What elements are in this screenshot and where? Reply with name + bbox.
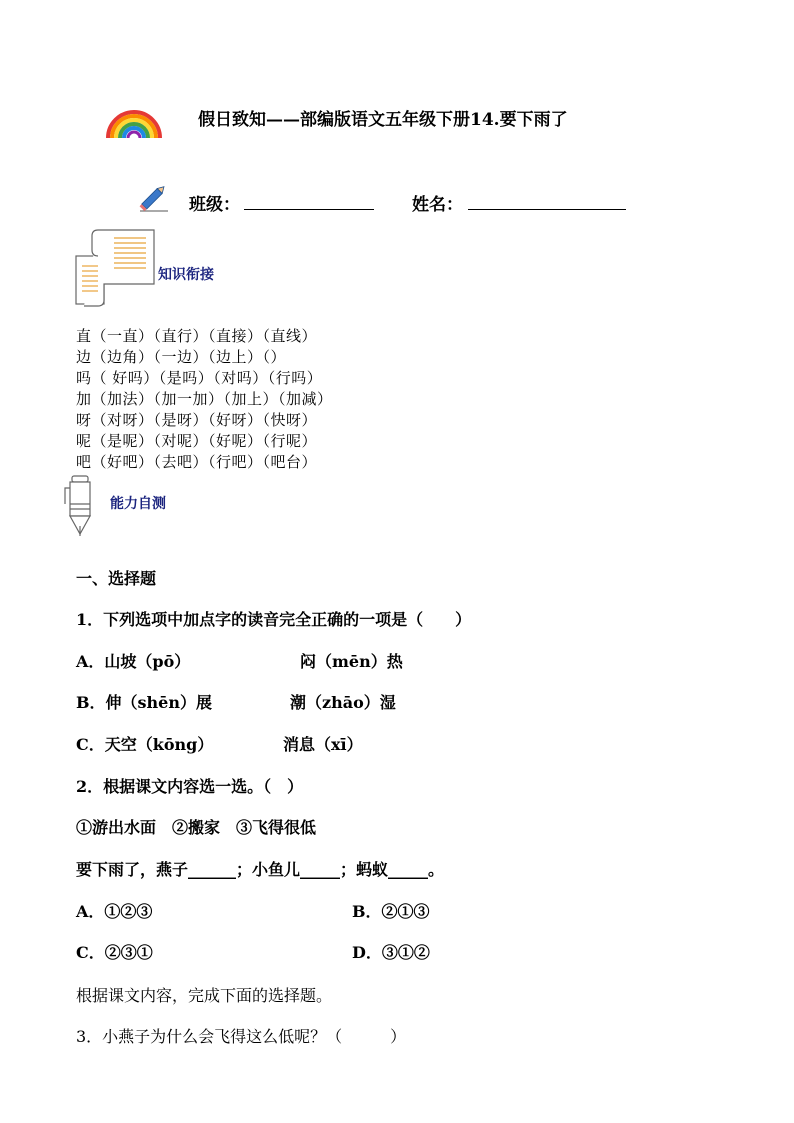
name-label: 姓名： [412, 195, 463, 215]
question-2-sentence: 要下雨了，燕子______；小鱼儿_____；蚂蚁_____。 [76, 860, 445, 879]
word-group-line: 直（一直）（直行）（直接）（直线） [76, 327, 318, 345]
scroll-icon [74, 226, 158, 308]
option-c-word2: 消息（xī） [283, 735, 363, 754]
word-group-line: 呀（对呀）（是呀）（好呀）（快呀） [76, 411, 318, 429]
option-a[interactable]: A．山坡（pō） [76, 652, 191, 671]
option-b[interactable]: B．伸（shēn）展 [76, 693, 212, 712]
section-heading-selftest: 能力自测 [110, 496, 166, 512]
rainbow-icon [104, 108, 164, 140]
section-heading-knowledge: 知识衔接 [158, 267, 214, 283]
pen-icon [62, 474, 98, 538]
option-b[interactable]: B．②①③ [352, 902, 430, 921]
option-c[interactable]: C．天空（kōng） [76, 735, 214, 754]
pencil-icon [136, 180, 170, 214]
word-group-line: 吗（ 好吗）（是吗）（对吗）（行吗） [76, 369, 323, 387]
instruction-text: 根据课文内容，完成下面的选择题。 [76, 986, 333, 1005]
option-b-word2: 潮（zhāo）湿 [290, 693, 396, 712]
class-field[interactable] [244, 209, 374, 210]
option-d[interactable]: D．③①② [352, 943, 430, 962]
class-label: 班级： [189, 195, 240, 215]
question-1-stem: 1．下列选项中加点字的读音完全正确的一项是（ ） [76, 610, 472, 629]
question-2-items: ①游出水面 ②搬家 ③飞得很低 [76, 818, 317, 837]
name-field[interactable] [468, 209, 626, 210]
word-group-line: 呢（是呢）（对呢）（好呢）（行呢） [76, 432, 318, 450]
option-c[interactable]: C．②③① [76, 943, 153, 962]
word-group-line: 边（边角）（一边）（边上）（） [76, 348, 287, 366]
page-title: 假日致知——部编版语文五年级下册14.要下雨了 [198, 110, 568, 130]
word-group-line: 吧（好吧）（去吧）（行吧）（吧台） [76, 453, 318, 471]
question-3-stem: 3．小燕子为什么会飞得这么低呢？（ ） [76, 1027, 407, 1046]
option-a-word2: 闷（mēn）热 [300, 652, 403, 671]
part-heading: 一、选择题 [76, 569, 157, 588]
word-group-line: 加（加法）（加一加）（加上）（加减） [76, 390, 333, 408]
question-2-stem: 2．根据课文内容选一选。（ ） [76, 777, 304, 796]
option-a[interactable]: A．①②③ [76, 902, 153, 921]
